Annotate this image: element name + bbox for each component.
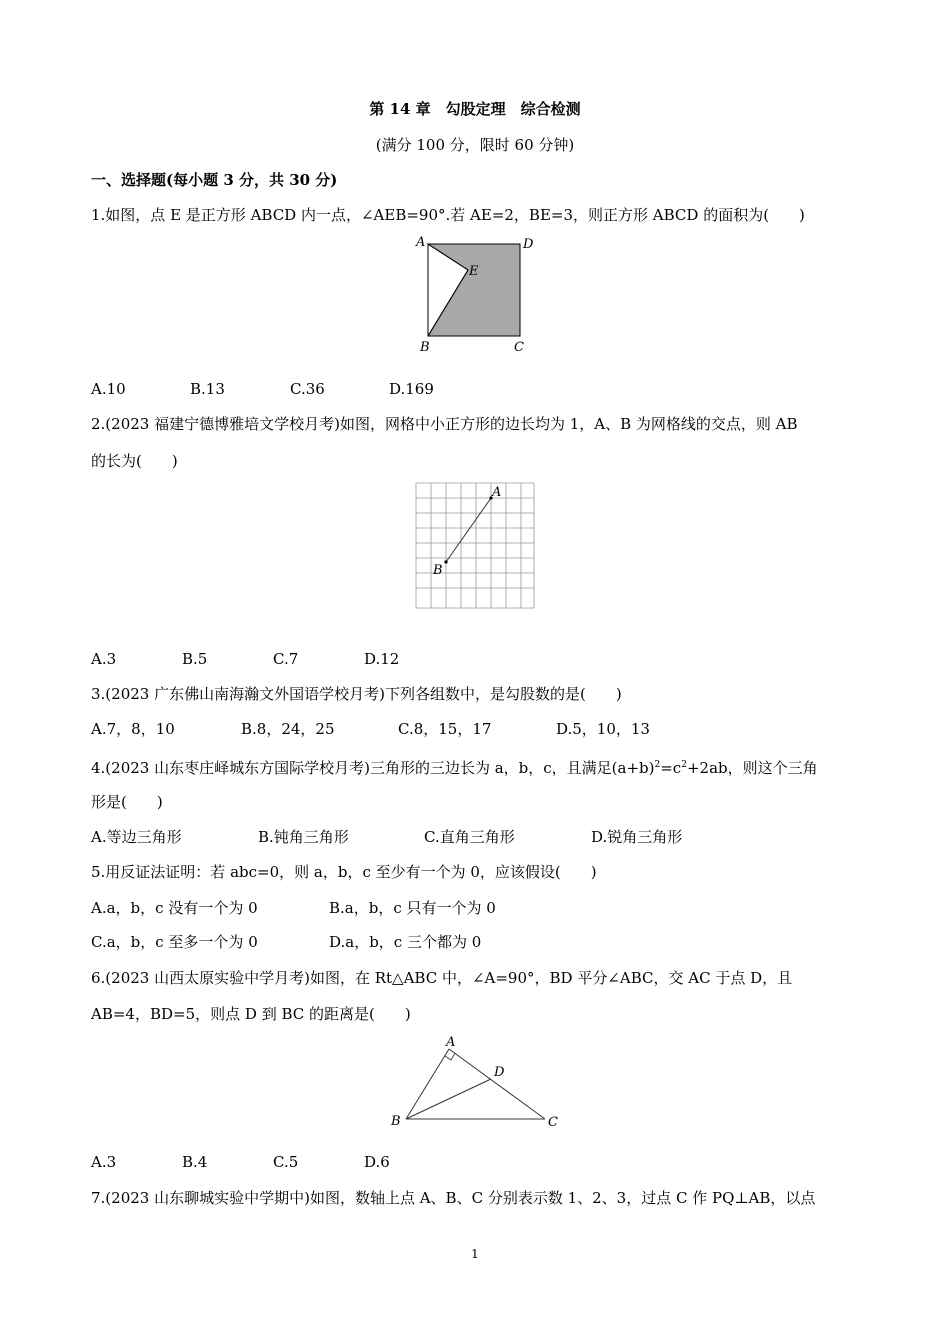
q1-label-b: B	[420, 340, 430, 355]
question-2-text-line2: 的长为( )	[91, 452, 178, 470]
q3-option-a: A.7，8，10	[91, 720, 175, 738]
q6-label-c: C	[548, 1115, 558, 1130]
q6-option-d: D.6	[364, 1153, 390, 1171]
question-6-text-line2: AB=4，BD=5，则点 D 到 BC 的距离是( )	[91, 1005, 411, 1023]
q6-label-d: D	[494, 1065, 505, 1080]
page-subtitle: (满分 100 分，限时 60 分钟)	[375, 136, 575, 154]
q6-option-b: B.4	[182, 1153, 208, 1171]
question-6-text-line1: 6.(2023 山西太原实验中学月考)如图，在 Rt△ABC 中，∠A=90°，BD 平分∠ABC，交 AC 于点 D，且	[91, 969, 793, 987]
question-5-text: 5.用反证法证明：若 abc=0，则 a，b，c 至少有一个为 0，应该假设( )	[91, 863, 597, 881]
q4-option-d: D.锐角三角形	[591, 828, 683, 846]
q5-option-d: D.a，b，c 三个都为 0	[329, 933, 482, 951]
q2-option-c: C.7	[273, 650, 299, 668]
q2-option-a: A.3	[91, 650, 117, 668]
q1-option-b: B.13	[190, 380, 225, 398]
q1-label-e: E	[469, 264, 479, 279]
question-7-text: 7.(2023 山东聊城实验中学期中)如图，数轴上点 A、B、C 分别表示数 1、2、3，过点 C 作 PQ⊥AB，以点	[91, 1189, 816, 1207]
q1-label-c: C	[514, 340, 524, 355]
q4-option-b: B.钝角三角形	[258, 828, 349, 846]
q6-option-c: C.5	[273, 1153, 299, 1171]
q1-label-d: D	[523, 237, 534, 252]
question-3-text: 3.(2023 广东佛山南海瀚文外国语学校月考)下列各组数中，是勾股数的是( )	[91, 685, 622, 703]
q2-option-b: B.5	[182, 650, 208, 668]
q6-right-angle-mark	[445, 1053, 455, 1060]
q2-grid-lines	[416, 483, 534, 608]
q5-option-c: C.a，b，c 至多一个为 0	[91, 933, 258, 951]
q1-label-a: A	[416, 235, 426, 250]
q1-figure	[410, 232, 535, 357]
q1-option-c: C.36	[290, 380, 325, 398]
q6-triangle-figure	[388, 1032, 563, 1132]
question-4-text-line1: 4.(2023 山东枣庄峄城东方国际学校月考)三角形的三边长为 a，b，c，且满足$(a+b)^2=c^2+2ab$，则这个三角	[91, 759, 818, 777]
q2-label-a: A	[492, 485, 502, 500]
q1-option-d: D.169	[389, 380, 434, 398]
question-1-text: 1.如图，点 E 是正方形 ABCD 内一点，∠AEB=90°.若 AE=2，BE=3，则正方形 ABCD 的面积为( )	[91, 206, 805, 224]
q3-option-d: D.5，10，13	[556, 720, 650, 738]
q4-option-a: A.等边三角形	[91, 828, 182, 846]
q3-option-b: B.8，24，25	[241, 720, 335, 738]
q3-option-c: C.8，15，17	[398, 720, 492, 738]
q6-label-b: B	[391, 1114, 401, 1129]
section-heading: 一、选择题(每小题 3 分，共 30 分)	[91, 171, 338, 189]
q5-option-a: A.a，b，c 没有一个为 0	[91, 899, 258, 917]
q2-grid-figure	[412, 480, 538, 612]
q5-option-b: B.a，b，c 只有一个为 0	[329, 899, 496, 917]
q6-option-a: A.3	[91, 1153, 117, 1171]
page-title: 第 14 章 勾股定理 综合检测	[369, 100, 581, 118]
q2-option-d: D.12	[364, 650, 400, 668]
question-2-text-line1: 2.(2023 福建宁德博雅培文学校月考)如图，网格中小正方形的边长均为 1，A、B 为网格线的交点，则 AB	[91, 415, 798, 433]
question-4-text-line2: 形是( )	[91, 793, 163, 811]
page-number: 1	[471, 1247, 479, 1261]
q6-label-a: A	[446, 1035, 456, 1050]
q2-label-b: B	[433, 563, 443, 578]
q1-option-a: A.10	[91, 380, 126, 398]
q4-option-c: C.直角三角形	[424, 828, 515, 846]
q2-segment-ab	[446, 498, 491, 562]
